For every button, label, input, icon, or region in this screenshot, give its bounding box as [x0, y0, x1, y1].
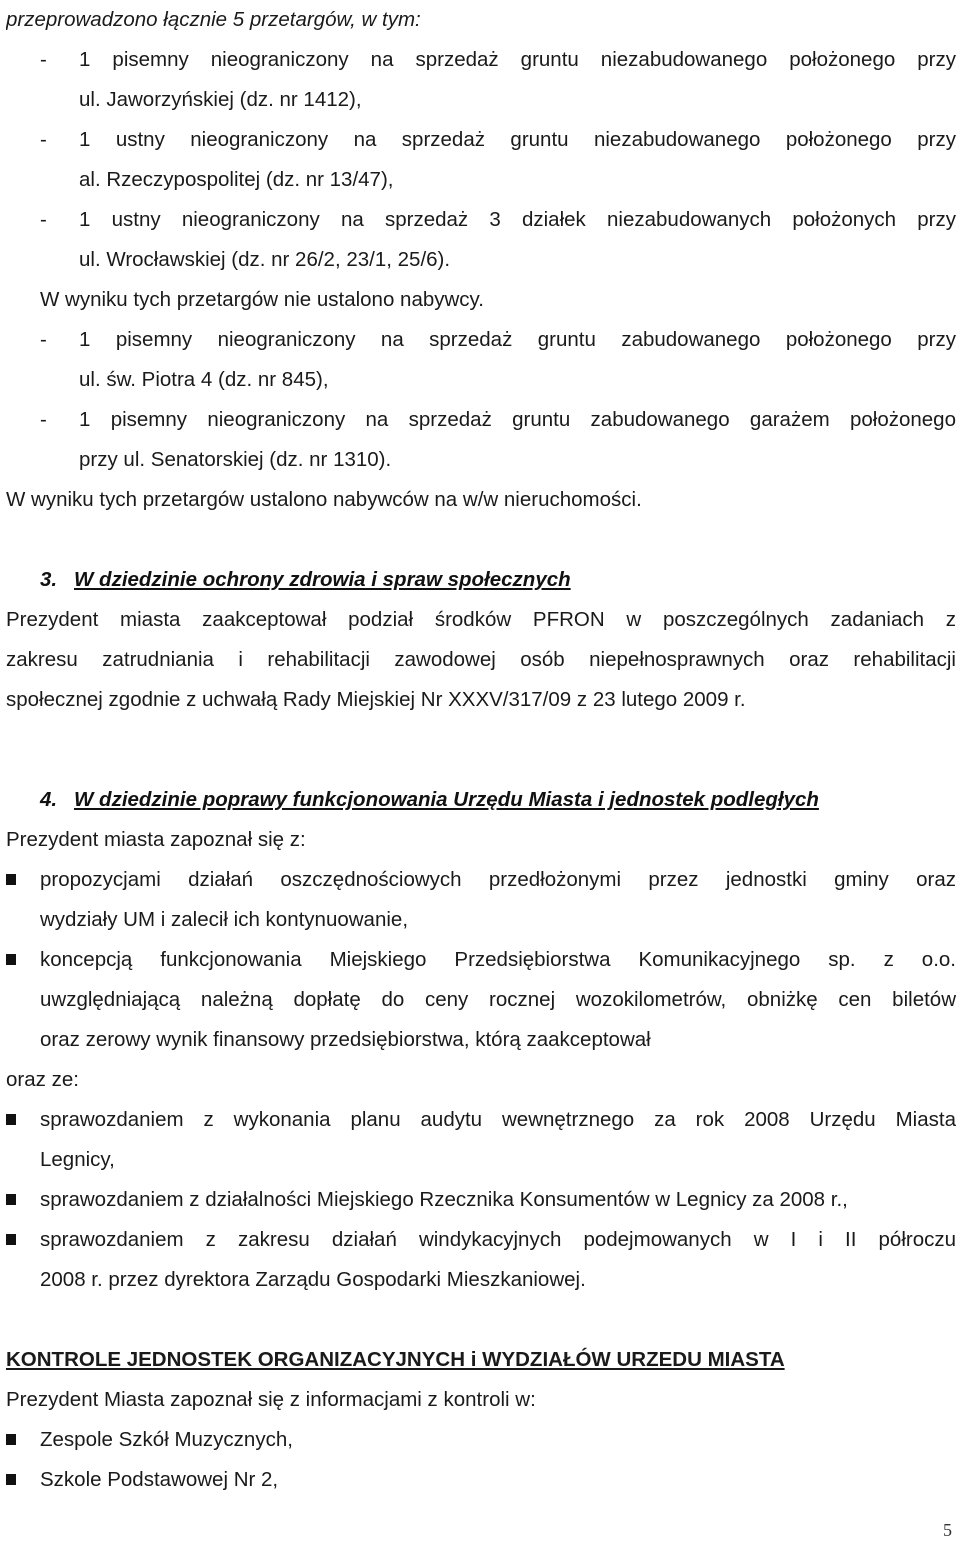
square-bullet-icon: [6, 1434, 16, 1445]
tender-item-cont: ul. Jaworzyńskiej (dz. nr 1412),: [79, 88, 362, 111]
section-3-text: społecznej zgodnie z uchwałą Rady Miejskiej Nr XXXV/317/09 z 23 lutego 2009 r.: [6, 688, 746, 711]
list-item: Szkole Podstawowej Nr 2,: [6, 1460, 956, 1500]
tender-result: W wyniku tych przetargów nie ustalono nabywcy.: [40, 288, 484, 311]
section-number: 3.: [40, 568, 58, 591]
tender-item: - 1 pisemny nieograniczony na sprzedaż gruntu niezabudowanego położonego przy: [6, 40, 956, 80]
controls-intro: Prezydent Miasta zapoznał się z informacjami z kontroli w:: [6, 1388, 536, 1411]
list-item: sprawozdaniem z zakresu działań windykacyjnych podejmowanych w I i II półroczu: [6, 1220, 956, 1260]
document-page: [6, 0, 956, 1500]
controls-heading: KONTROLE JEDNOSTEK ORGANIZACYJNYCH i WYDZIAŁÓW URZEDU MIASTA: [6, 1348, 785, 1371]
tender-item-cont: al. Rzeczypospolitej (dz. nr 13/47),: [79, 168, 394, 191]
list-item-cont: 2008 r. przez dyrektora Zarządu Gospodarki Mieszkaniowej.: [40, 1268, 586, 1291]
tenders-intro: przeprowadzono łącznie 5 przetargów, w tym:: [6, 8, 421, 31]
list-item-cont: uwzględniającą należną dopłatę do ceny rocznej wozokilometrów, obniżkę cen biletów: [40, 988, 956, 1011]
dash-marker: -: [40, 328, 47, 351]
section-title: W dziedzinie ochrony zdrowia i spraw społecznych: [74, 568, 571, 591]
square-bullet-icon: [6, 954, 16, 965]
tender-result: W wyniku tych przetargów ustalono nabywców na w/w nieruchomości.: [6, 488, 642, 511]
tender-item: - 1 ustny nieograniczony na sprzedaż 3 działek niezabudowanych położonych przy: [6, 200, 956, 240]
tender-item-cont: ul. Wrocławskiej (dz. nr 26/2, 23/1, 25/6).: [79, 248, 451, 271]
list-item: sprawozdaniem z działalności Miejskiego Rzecznika Konsumentów w Legnicy za 2008 r.,: [6, 1180, 956, 1220]
section-4-also: oraz ze:: [6, 1068, 79, 1091]
dash-marker: -: [40, 208, 47, 231]
tender-item: - 1 pisemny nieograniczony na sprzedaż gruntu zabudowanego garażem położonego: [6, 400, 956, 440]
list-item: koncepcją funkcjonowania Miejskiego Przedsiębiorstwa Komunikacyjnego sp. z o.o.: [6, 940, 956, 980]
section-3-heading: [6, 560, 956, 600]
list-item-cont: oraz zerowy wynik finansowy przedsiębiorstwa, którą zaakceptował: [40, 1028, 651, 1051]
tender-item-cont: przy ul. Senatorskiej (dz. nr 1310).: [79, 448, 392, 471]
dash-marker: -: [40, 48, 47, 71]
section-4-heading: [6, 780, 956, 820]
square-bullet-icon: [6, 1114, 16, 1125]
square-bullet-icon: [6, 1194, 16, 1205]
section-4-intro: Prezydent miasta zapoznał się z:: [6, 828, 306, 851]
list-item: sprawozdaniem z wykonania planu audytu wewnętrznego za rok 2008 Urzędu Miasta: [6, 1100, 956, 1140]
square-bullet-icon: [6, 1474, 16, 1485]
list-item: Zespole Szkół Muzycznych,: [6, 1420, 956, 1460]
tender-item-cont: ul. św. Piotra 4 (dz. nr 845),: [79, 368, 329, 391]
dash-marker: -: [40, 408, 47, 431]
section-number: 4.: [40, 788, 58, 811]
square-bullet-icon: [6, 1234, 16, 1245]
section-3-text: Prezydent miasta zaakceptował podział środków PFRON w poszczególnych zadaniach z: [6, 608, 956, 631]
page-number: 5: [943, 1520, 952, 1540]
list-item-cont: wydziały UM i zalecił ich kontynuowanie,: [40, 908, 409, 931]
list-item: propozycjami działań oszczędnościowych przedłożonymi przez jednostki gminy oraz: [6, 860, 956, 900]
section-3-text: zakresu zatrudniania i rehabilitacji zawodowej osób niepełnosprawnych oraz rehabilitacji: [6, 648, 956, 671]
dash-marker: -: [40, 128, 47, 151]
tender-item: - 1 ustny nieograniczony na sprzedaż gruntu niezabudowanego położonego przy: [6, 120, 956, 160]
list-item-cont: Legnicy,: [40, 1148, 115, 1171]
tender-item: - 1 pisemny nieograniczony na sprzedaż gruntu zabudowanego położonego przy: [6, 320, 956, 360]
section-title: W dziedzinie poprawy funkcjonowania Urzędu Miasta i jednostek podległych: [74, 788, 819, 811]
square-bullet-icon: [6, 874, 16, 885]
